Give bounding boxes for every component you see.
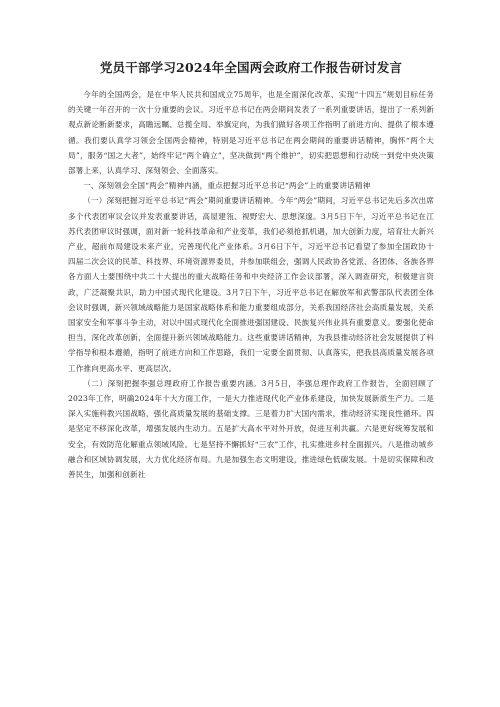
paragraph-subsection-2: （二）深刻把握李强总理政府工作报告重要内涵。3月5日，李强总理作政府工作报告，全面回顾了2023年工作，明确2024年十大方面工作，一是大力推进现代化产业体系建设，加快发展新质生产力。二是深入实施科教兴国战略，强化高质量发展的基础支撑。三是着力扩大国内需求，推动经济实现良性循环。四是坚定不移深化改革，增强发展内生动力。五是扩大高水平对外开放，促进互利共赢。六是更好统筹发展和安全，有效防范化解重点领域风险。七是坚持不懈抓好“三农”工作，扎实推进乡村全面振兴。八是推动城乡融合和区域协调发展，大力优化经济布局。九是加强生态文明建设，推进绿色低碳发展。十是切实保障和改善民生，加强和创新社 [68,378,434,480]
paragraph-intro: 今年的全国两会，是在中华人民共和国成立75周年，也是全面深化改革、实现“十四五”规划目标任务的关键一年召开的一次十分重要的会议。习近平总书记在两会期间发表了一系列重要讲话，提出了一系列新观点新论断新要求，高瞻远瞩、总揽全局、举旗定向，为我们做好各项工作指明了前进方向、提供了根本遵循。我们要认真学习领会全国两会精神，特别是习近平总书记在两会期间的重要讲话精神，胸怀“两个大局”，服务“国之大者”，始终牢记“两个确立”，坚决做到“两个维护”，切实把思想和行动统一到党中央决策部署上来，认真学习、深刻领会、全面落实。 [68,90,434,176]
paragraph-subsection-1: （一）深刻把握习近平总书记“两会”期间重要讲话精神。今年“两会”期间，习近平总书记先后多次出席多个代表团审议会议并发表重要讲话，高屋建瓴、视野宏大、思想深邃。3月5日下午，习近平总书记在江苏代表团审议时强调，面对新一轮科技革命和产业变革，我们必须抢抓机遇，加大创新力度，培育壮大新兴产业，超前布局建设未来产业，完善现代化产业体系。3月6日下午，习近平总书记看望了参加全国政协十四届二次会议的民革、科技界、环境资源界委员，并参加联组会，强调人民政协各党派、各团体、各族各界各方面人士要围绕中共二十大提出的重大战略任务和中央经济工作会议部署，深入调查研究，积极建言资政，广泛凝聚共识，助力中国式现代化建设。3月7日下午，习近平总书记在解放军和武警部队代表团全体会议时强调，新兴领域战略能力是国家战略体系和能力重要组成部分，关系我国经济社会高质量发展，关系国家安全和军事斗争主动，对以中国式现代化全面推进强国建设、民族复兴伟业具有重要意义。要强化使命担当，深化改革创新，全面提升新兴领域战略能力。这些重要讲话精神，为我县推动经济社会发展提供了科学指导和根本遵循，指明了前进方向和工作思路，我们一定要全面贯彻、认真落实，把我县高质量发展各项工作推向更高水平、更高层次。 [68,196,434,373]
document-title: 党员干部学习2024年全国两会政府工作报告研讨发言 [99,60,403,75]
section-heading-1: 一、深刻领会全国“两会”精神内涵，重点把握习近平总书记“两会”上的重要讲话精神 [83,181,371,191]
